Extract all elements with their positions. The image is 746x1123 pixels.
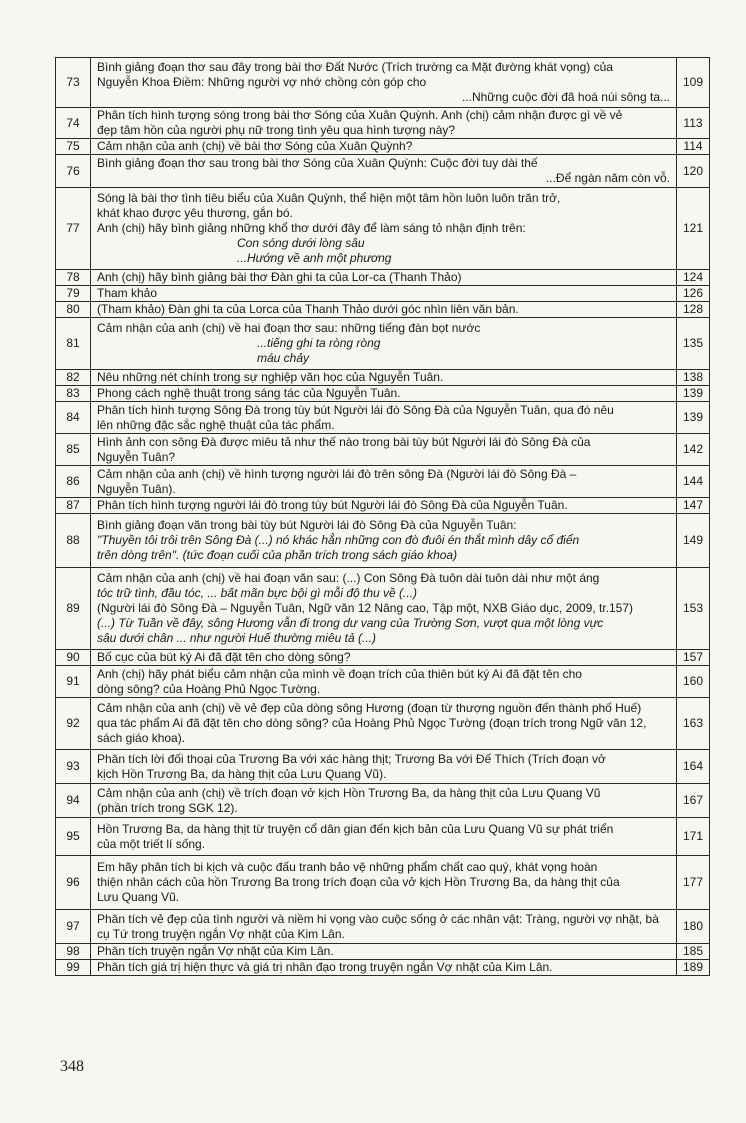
entry-number: 96 (56, 856, 91, 910)
entry-title (91, 270, 677, 286)
entry-page: 120 (677, 155, 710, 188)
entry-title (91, 910, 677, 944)
entry-title (91, 302, 677, 318)
entry-title (91, 568, 677, 650)
entry-title (91, 818, 677, 856)
entry-page: 171 (677, 818, 710, 856)
entry-line: Phân tích giá trị hiện thực và giá trị nhân đạo trong truyện ngắn Vợ nhặt của Kim Lân. (97, 960, 553, 974)
table-row (56, 402, 710, 434)
entry-title (91, 666, 677, 698)
entry-number: 84 (56, 402, 91, 434)
table-row (56, 108, 710, 139)
entry-title (91, 498, 677, 514)
entry-page: 109 (677, 58, 710, 108)
table-row (56, 318, 710, 370)
entry-line: Hình ảnh con sông Đà được miêu tả như thế nào trong bài tùy bút Người lái đò Sông Đà của (97, 434, 591, 449)
entry-line: sách giáo khoa). (97, 731, 186, 745)
entry-title (91, 108, 677, 139)
entry-number: 95 (56, 818, 91, 856)
entry-title (91, 434, 677, 466)
entry-line: Tham khảo (97, 286, 158, 300)
entry-line: Anh (chị) hãy bình giảng bài thơ Đàn ghi ta của Lor-ca (Thanh Thảo) (97, 270, 462, 284)
table-row (56, 698, 710, 750)
entry-number: 90 (56, 650, 91, 666)
entry-title (91, 155, 677, 188)
entry-page: 147 (677, 498, 710, 514)
entry-line: trên dòng trên". (tức đoạn cuối của phần trích trong sách giáo khoa) (97, 548, 458, 562)
entry-line: Phân tích hình tượng sóng trong bài thơ Sóng của Xuân Quỳnh. Anh (chị) cảm nhận được gì về vẻ (97, 108, 623, 122)
entry-line: Lưu Quang Vũ. (97, 890, 180, 904)
entry-number: 87 (56, 498, 91, 514)
entry-title (91, 286, 677, 302)
entry-number: 83 (56, 386, 91, 402)
entry-page: 167 (677, 784, 710, 818)
table-row (56, 750, 710, 784)
entry-line: ...tiếng ghi ta ròng ròng (257, 336, 381, 350)
entry-line: đẹp tâm hồn của người phụ nữ trong tình yêu qua hình tượng này? (97, 123, 456, 137)
entry-line: ...Để ngàn năm còn vỗ. (545, 171, 670, 185)
entry-line: Bình giảng đoạn thơ sau đây trong bài thơ Đất Nước (Trích trường ca Mặt đường khát vọng) của (97, 60, 613, 74)
table-row (56, 466, 710, 498)
entry-title (91, 402, 677, 434)
entry-page: 163 (677, 698, 710, 750)
table-row (56, 856, 710, 910)
entry-page: 160 (677, 666, 710, 698)
entry-title (91, 944, 677, 960)
entry-line: Phong cách nghệ thuật trong sáng tác của Nguyễn Tuân. (97, 386, 401, 400)
entry-line: Phân tích lời đối thoại của Trương Ba với xác hàng thịt; Trương Ba với Đế Thích (Trích đoạn vở (97, 751, 606, 766)
entry-line: thiện nhân cách của hồn Trương Ba trong trích đoạn của vở kịch Hồn Trương Ba, da hàng thịt của (97, 875, 620, 889)
table-of-contents (55, 57, 710, 976)
table-row (56, 944, 710, 960)
entry-number: 85 (56, 434, 91, 466)
entry-number: 73 (56, 58, 91, 108)
entry-line: Bình giảng đoạn văn trong bài tùy bút Người lái đò Sông Đà của Nguyễn Tuân: (97, 518, 517, 532)
table-row (56, 960, 710, 976)
entry-number: 78 (56, 270, 91, 286)
entry-line: Cảm nhận của anh (chị) về vẻ đẹp của dòng sông Hương (đoạn từ thượng nguồn đến thành phố Huế) (97, 701, 642, 715)
entry-line: Phân tích vẻ đẹp của tình người và niềm hi vọng vào cuộc sống ở các nhân vật: Tràng, người vợ nhặt, bà (97, 911, 659, 926)
entry-line: (Người lái đò Sông Đà – Nguyễn Tuân, Ngữ văn 12 Nâng cao, Tập một, NXB Giáo dục, 2009, tr.157) (97, 601, 634, 615)
table-row (56, 139, 710, 155)
entry-number: 94 (56, 784, 91, 818)
entry-page: 121 (677, 188, 710, 270)
entry-title (91, 698, 677, 750)
entry-number: 91 (56, 666, 91, 698)
entry-line: máu chảy (257, 351, 310, 365)
entry-line: qua tác phẩm Ai đã đặt tên cho dòng sông? của Hoàng Phủ Ngọc Tường (đoạn trích trong Ngữ văn 12, (97, 716, 647, 730)
entry-number: 82 (56, 370, 91, 386)
table-row (56, 784, 710, 818)
entry-number: 74 (56, 108, 91, 139)
entry-page: 135 (677, 318, 710, 370)
entry-line: Hồn Trương Ba, da hàng thịt từ truyện cổ dân gian đến kịch bản của Lưu Quang Vũ sự phát triển (97, 821, 614, 836)
entry-number: 77 (56, 188, 91, 270)
table-row (56, 568, 710, 650)
entry-line: Phân tích truyện ngắn Vợ nhặt của Kim Lân. (97, 944, 334, 958)
table-row (56, 650, 710, 666)
entry-page: 114 (677, 139, 710, 155)
entry-number: 98 (56, 944, 91, 960)
entry-line: Bố cục của bút ký Ai đã đặt tên cho dòng sông? (97, 650, 351, 664)
entry-line: Con sóng dưới lòng sâu (237, 236, 365, 250)
table-row (56, 818, 710, 856)
table-row (56, 666, 710, 698)
table-row (56, 910, 710, 944)
entry-number: 88 (56, 514, 91, 568)
entry-number: 79 (56, 286, 91, 302)
entry-number: 93 (56, 750, 91, 784)
entry-page: 139 (677, 402, 710, 434)
entry-number: 99 (56, 960, 91, 976)
entry-line: Nguyễn Tuân). (97, 481, 176, 496)
entry-line: "Thuyền tôi trôi trên Sông Đà (...) nó khác hẳn những con đò đuôi én thắt mình dây cổ điển (97, 533, 580, 547)
entry-number: 76 (56, 155, 91, 188)
entry-line: ...Hướng về anh một phương (237, 251, 392, 265)
entry-line: ...Những cuộc đời đã hoá núi sông ta... (461, 90, 670, 104)
table-row (56, 386, 710, 402)
entry-title (91, 188, 677, 270)
entry-line: Cảm nhận của anh (chị) về trích đoạn vở kịch Hồn Trương Ba, da hàng thịt của Lưu Quang Vũ (97, 785, 601, 800)
entry-number: 80 (56, 302, 91, 318)
entry-title (91, 750, 677, 784)
entry-title (91, 58, 677, 108)
table-row (56, 270, 710, 286)
entry-line: dòng sông? của Hoàng Phủ Ngọc Tường. (97, 681, 321, 696)
entry-page: 113 (677, 108, 710, 139)
table-row (56, 286, 710, 302)
table-row (56, 370, 710, 386)
entry-line: khát khao được yêu thương, gắn bó. (97, 206, 293, 220)
entry-line: (...) Từ Tuần về đây, sông Hương vẫn đi trong dư vang của Trường Sơn, vượt qua một lòng vực (97, 616, 604, 630)
entry-line: Cảm nhận của anh (chị) về hình tượng người lái đò trên sông Đà (Người lái đò Sông Đà – (97, 466, 577, 481)
entry-page: 164 (677, 750, 710, 784)
entry-title (91, 650, 677, 666)
entry-number: 97 (56, 910, 91, 944)
table-row (56, 188, 710, 270)
entry-title (91, 856, 677, 910)
entry-line: Nêu những nét chính trong sự nghiệp văn học của Nguyễn Tuân. (97, 370, 444, 384)
entry-page: 189 (677, 960, 710, 976)
entry-title (91, 318, 677, 370)
table-row (56, 155, 710, 188)
entry-line: Cảm nhận của anh (chị) về bài thơ Sóng của Xuân Quỳnh? (97, 139, 413, 153)
entry-title (91, 960, 677, 976)
entry-number: 75 (56, 139, 91, 155)
entry-title (91, 514, 677, 568)
entry-line: của một triết lí sống. (97, 836, 206, 851)
entry-page: 142 (677, 434, 710, 466)
entry-number: 92 (56, 698, 91, 750)
entry-title (91, 139, 677, 155)
entry-page: 177 (677, 856, 710, 910)
entry-title (91, 386, 677, 402)
entry-title (91, 370, 677, 386)
page-number: 348 (60, 1058, 84, 1075)
table-row (56, 58, 710, 108)
entry-number: 86 (56, 466, 91, 498)
entry-line: Phân tích hình tượng Sông Đà trong tùy bút Người lái đò Sông Đà của Nguyễn Tuân, qua đó nêu (97, 402, 614, 417)
entry-page: 149 (677, 514, 710, 568)
entry-line: kịch Hồn Trương Ba, da hàng thịt của Lưu Quang Vũ). (97, 766, 387, 781)
entry-line: (phần trích trong SGK 12). (97, 800, 238, 815)
entry-line: Bình giảng đoạn thơ sau trong bài thơ Sóng của Xuân Quỳnh: Cuộc đời tuy dài thế (97, 156, 538, 170)
entry-page: 139 (677, 386, 710, 402)
entry-line: cụ Tứ trong truyện ngắn Vợ nhặt của Kim Lân. (97, 926, 345, 941)
entry-page: 144 (677, 466, 710, 498)
entry-line: Anh (chị) hãy bình giảng những khổ thơ dưới đây để làm sáng tỏ nhận định trên: (97, 221, 526, 235)
entry-line: Sóng là bài thơ tình tiêu biểu của Xuân Quỳnh, thể hiện một tâm hồn luôn luôn trăn trở, (97, 191, 561, 205)
entry-line: sâu dưới chân ... như người Huế thường miêu tả (...) (97, 631, 376, 645)
entry-title (91, 784, 677, 818)
entry-line: Cảm nhận của anh (chị) về hai đoạn văn sau: (...) Con Sông Đà tuôn dài tuôn dài như một áng (97, 571, 600, 585)
table-row (56, 514, 710, 568)
entry-page: 124 (677, 270, 710, 286)
entry-line: Phân tích hình tượng người lái đò trong tùy bút Người lái đò Sông Đà của Nguyễn Tuân. (97, 498, 568, 512)
table-row (56, 498, 710, 514)
entry-page: 128 (677, 302, 710, 318)
entry-page: 153 (677, 568, 710, 650)
entry-page: 126 (677, 286, 710, 302)
entry-line: (Tham khảo) Đàn ghi ta của Lorca của Thanh Thảo dưới góc nhìn liên văn bản. (97, 302, 519, 316)
entry-line: Cảm nhận của anh (chị) về hai đoạn thơ sau: những tiếng đàn bọt nước (97, 321, 481, 335)
table-row (56, 302, 710, 318)
table-row (56, 434, 710, 466)
entry-title (91, 466, 677, 498)
entry-page: 157 (677, 650, 710, 666)
entry-line: Nguyễn Khoa Điềm: Những người vợ nhớ chồng còn góp cho (97, 75, 427, 89)
entry-line: tóc trữ tình, đầu tóc, ... bất mãn bực bội gì mỗi độ thu về (...) (97, 586, 418, 600)
entry-number: 89 (56, 568, 91, 650)
entry-line: Anh (chị) hãy phát biểu cảm nhận của mình về đoạn trích của thiên bút ký Ai đã đặt tên cho (97, 666, 582, 681)
entry-page: 180 (677, 910, 710, 944)
entry-line: Em hãy phân tích bi kịch và cuộc đấu tranh bảo vệ những phẩm chất cao quý, khát vọng hoàn (97, 860, 598, 874)
entry-line: lên những đặc sắc nghệ thuật của tác phẩm. (97, 417, 335, 432)
entry-page: 138 (677, 370, 710, 386)
entry-line: Nguyễn Tuân? (97, 449, 176, 464)
entry-page: 185 (677, 944, 710, 960)
entry-number: 81 (56, 318, 91, 370)
